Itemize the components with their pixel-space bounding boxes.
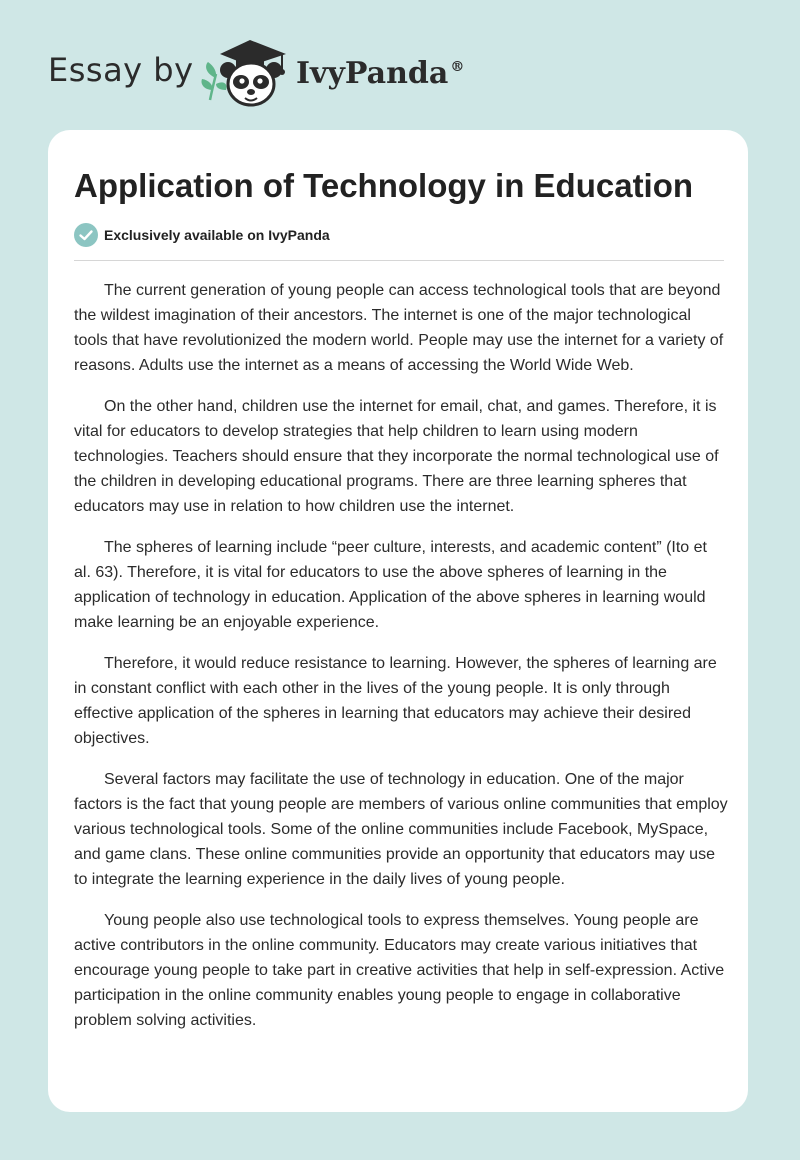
essay-paragraph: Therefore, it would reduce resistance to learning. However, the spheres of learning are in constant conflict with each other in the lives of the young people. It is only through effective application of the spheres in learning that educators may achieve their desired objectives. xyxy=(74,655,717,747)
essay-paragraph: On the other hand, children use the internet for email, chat, and games. Therefore, it is vital for educators to develop strategies that help children to learn using modern technologies. Teachers should ensure that they incorporate the normal technological use of the children in developing educational programs. There are three learning spheres that educators may use in relation to how children use the internet. xyxy=(74,398,719,515)
title-divider xyxy=(74,260,724,261)
panda-graduate-icon[interactable] xyxy=(200,34,296,110)
essay-paragraph: The spheres of learning include “peer culture, interests, and academic content” (Ito et al. 63). Therefore, it is vital for educators to use the above spheres of learning in the application of technology in education. Application of the above spheres in learning would make learning be an enjoyable experience. xyxy=(74,539,707,631)
badge-label: Exclusively available on IvyPanda xyxy=(104,227,330,243)
essay-paragraph: Young people also use technological tools to express themselves. Young people are active contributors in the online community. Educators may create various initiatives that encourage young people to take part in creative activities that help in self-expression. Active participation in the online community enables young people to engage in collaborative problem solving activities. xyxy=(74,912,725,1029)
exclusive-badge xyxy=(74,222,330,248)
page-title: Application of Technology in Education xyxy=(74,167,694,204)
site-header xyxy=(0,0,800,120)
essay-card xyxy=(48,130,748,1112)
essay-paragraph: The current generation of young people can access technological tools that are beyond the wildest imagination of their ancestors. The internet is one of the major technological tools that have revolutionized the modern world. People may use the internet for a variety of reasons. Adults use the internet as a means of accessing the World Wide Web. xyxy=(74,282,724,374)
essay-by-label: Essay by xyxy=(48,51,194,89)
ivypanda-wordmark[interactable]: IvyPanda ® xyxy=(296,56,465,91)
check-circle-icon xyxy=(74,223,98,247)
essay-body xyxy=(74,278,728,1049)
essay-paragraph: Several factors may facilitate the use of technology in education. One of the major factors is the fact that young people are members of various online communities that employ various technological tools. Some of the online communities include Facebook, MySpace, and game clans. These online communities provide an opportunity that educators may use to integrate the learning experience in the daily lives of young people. xyxy=(74,771,728,888)
